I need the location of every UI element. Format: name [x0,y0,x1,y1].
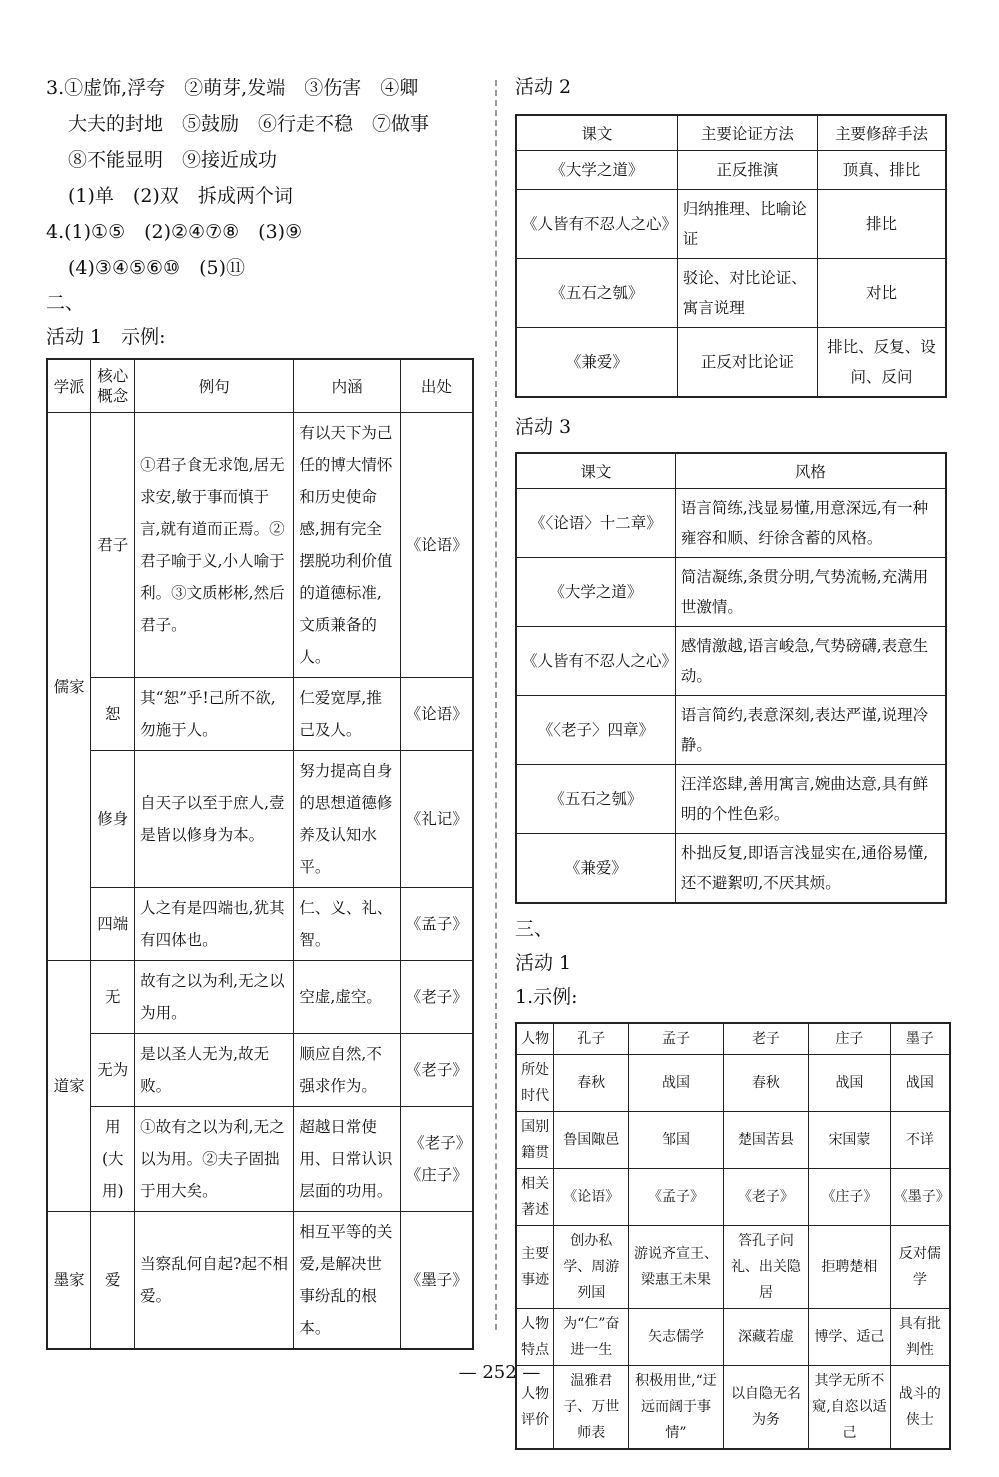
header-meaning: 内涵 [294,359,400,413]
source-cell: 《孟子》 [400,888,473,961]
rhetoric-cell: 对比 [818,259,946,328]
meaning-cell: 顺应自然,不强求作为。 [294,1034,400,1107]
table-row [516,558,946,627]
table-cell: 温雅君子、万世师表 [554,1366,629,1450]
table-cell: 为“仁”奋进一生 [554,1309,629,1366]
right-column [515,70,952,1450]
q3-line-3: ⑧不能显明 ⑨接近成功 [68,149,278,171]
source-cell: 《论语》 [400,413,473,678]
header-concept: 核心概念 [91,359,135,413]
style-cell: 语言简约,表意深刻,表达严谨,说理冷静。 [675,696,946,765]
row-label: 国别籍贯 [516,1112,554,1169]
table-header-row [516,453,946,489]
row-label: 所处时代 [516,1055,554,1112]
header-laozi: 老子 [723,1023,808,1055]
source-cell: 《礼记》 [400,751,473,888]
table-row [47,1212,473,1350]
source-cell: 《老子》 [400,1034,473,1107]
table-cell: 答孔子问礼、出关隐居 [723,1226,808,1309]
text-cell: 《〈老子〉四章》 [516,696,675,765]
style-cell: 感情激越,语言峻急,气势磅礴,表意生动。 [675,627,946,696]
example-cell: ①君子食无求饱,居无求安,敏于事而慎于言,就有道而正焉。②君子喻于义,小人喻于利。③文质彬彬,然后君子。 [135,413,294,678]
column-divider [495,80,497,1330]
style-table [515,452,947,904]
text-cell: 《五石之瓠》 [516,765,675,834]
concept-cell: 修身 [91,751,135,888]
concept-cell: 爱 [91,1212,135,1350]
table-row [516,834,946,904]
table-row [516,1226,950,1309]
source-cell: 《墨子》 [400,1212,473,1350]
style-cell: 语言简练,浅显易懂,用意深远,有一种雍容和顺、纡徐含蓄的风格。 [675,489,946,558]
concept-cell: 恕 [91,678,135,751]
concept-cell: 无 [91,961,135,1034]
table-cell: 不详 [890,1112,950,1169]
table-row [47,1034,473,1107]
style-cell: 朴拙反复,即语言浅显实在,通俗易懂,还不避絮叨,不厌其烦。 [675,834,946,904]
table-cell: 春秋 [723,1055,808,1112]
text-cell: 《大学之道》 [516,558,675,627]
table-cell: 具有批判性 [890,1309,950,1366]
header-text: 课文 [516,453,675,489]
text-cell: 《兼爱》 [516,834,675,904]
style-cell: 简洁凝练,条贯分明,气势流畅,充满用世激情。 [675,558,946,627]
table-row [516,259,946,328]
method-cell: 正反对比论证 [677,328,817,398]
table-cell: 楚国苦县 [723,1112,808,1169]
header-school: 学派 [47,359,91,413]
concept-cell: 君子 [91,413,135,678]
text-cell: 《大学之道》 [516,151,677,190]
table-row [516,328,946,398]
activity-2-heading: 活动 2 [515,76,572,98]
header-method: 主要论证方法 [677,115,817,151]
table-row [516,489,946,558]
row-label: 主要事迹 [516,1226,554,1309]
table-row [516,1055,950,1112]
meaning-cell: 相互平等的关爱,是解决世事纷乱的根本。 [294,1212,400,1350]
table-row [516,1309,950,1366]
table-row [516,190,946,259]
source-cell: 《老子》《庄子》 [400,1107,473,1212]
q3-line-1: 3.①虚饰,浮夸 ②萌芽,发端 ③伤害 ④卿 [46,77,419,99]
concept-cell: 用(大用) [91,1107,135,1212]
table-cell: 《老子》 [723,1169,808,1226]
meaning-cell: 仁爱宽厚,推己及人。 [294,678,400,751]
header-zhuangzi: 庄子 [809,1023,891,1055]
example-cell: 当察乱何自起?起不相爱。 [135,1212,294,1350]
table-row [516,627,946,696]
table-cell: 宋国蒙 [809,1112,891,1169]
table-cell: 深藏若虚 [723,1309,808,1366]
meaning-cell: 仁、义、礼、智。 [294,888,400,961]
table-row [516,696,946,765]
meaning-cell: 超越日常使用、日常认识层面的功用。 [294,1107,400,1212]
school-daoist: 道家 [47,961,91,1212]
table-cell: 鲁国陬邑 [554,1112,629,1169]
method-cell: 归纳推理、比喻论证 [677,190,817,259]
rhetoric-cell: 排比 [818,190,946,259]
text-cell: 《人皆有不忍人之心》 [516,627,675,696]
row-label: 人物评价 [516,1366,554,1450]
method-cell: 驳论、对比论证、寓言说理 [677,259,817,328]
method-cell: 正反推演 [677,151,817,190]
table-cell: 游说齐宣王、梁惠王未果 [629,1226,724,1309]
style-cell: 汪洋恣肆,善用寓言,婉曲达意,具有鲜明的个性色彩。 [675,765,946,834]
table-cell: 春秋 [554,1055,629,1112]
meaning-cell: 空虚,虚空。 [294,961,400,1034]
table-cell: 《孟子》 [629,1169,724,1226]
q4-line-2: (4)③④⑤⑥⑩ (5)⑪ [68,257,245,279]
header-rhetoric: 主要修辞手法 [818,115,946,151]
table-cell: 战国 [629,1055,724,1112]
header-text: 课文 [516,115,677,151]
section-two-heading: 二、 [46,292,85,314]
table-row [47,1107,473,1212]
thinkers-table [515,1022,951,1450]
school-confucian: 儒家 [47,413,91,961]
table-cell: 《论语》 [554,1169,629,1226]
table-header-row [516,1023,950,1055]
concept-cell: 无为 [91,1034,135,1107]
header-mencius: 孟子 [629,1023,724,1055]
activity-3-heading: 活动 3 [515,416,572,438]
text-cell: 《兼爱》 [516,328,677,398]
row-label: 人物特点 [516,1309,554,1366]
rhetoric-cell: 排比、反复、设问、反问 [818,328,946,398]
source-cell: 《论语》 [400,678,473,751]
table-row [47,751,473,888]
table-row [516,1169,950,1226]
table-cell: 战国 [890,1055,950,1112]
table-cell: 战国 [809,1055,891,1112]
table-row [516,1112,950,1169]
example-cell: ①故有之以为利,无之以为用。②夫子固拙于用大矣。 [135,1107,294,1212]
text-cell: 《五石之瓠》 [516,259,677,328]
table-cell: 以自隐无名为务 [723,1366,808,1450]
q3-line-2: 大夫的封地 ⑤鼓励 ⑥行走不稳 ⑦做事 [68,113,430,135]
header-example: 例句 [135,359,294,413]
rhetoric-cell: 顶真、排比 [818,151,946,190]
header-person: 人物 [516,1023,554,1055]
table-cell: 《墨子》 [890,1169,950,1226]
example-cell: 是以圣人无为,故无败。 [135,1034,294,1107]
header-confucius: 孔子 [554,1023,629,1055]
meaning-cell: 有以天下为己任的博大情怀和历史使命感,拥有完全摆脱功利价值的道德标准,文质兼备的人。 [294,413,400,678]
table-cell: 反对儒学 [890,1226,950,1309]
page-number: — 252 — [458,1362,541,1383]
row-label: 相关著述 [516,1169,554,1226]
argument-methods-table [515,114,947,398]
table-cell: 创办私学、周游列国 [554,1226,629,1309]
example-cell: 人之有是四端也,犹其有四体也。 [135,888,294,961]
text-cell: 《〈论语〉十二章》 [516,489,675,558]
table-cell: 博学、适己 [809,1309,891,1366]
q3-line-4: (1)单 (2)双 拆成两个词 [68,185,293,207]
activity-1-heading-right: 活动 1 [515,952,572,974]
source-cell: 《老子》 [400,961,473,1034]
schools-concepts-table [46,358,474,1350]
table-header-row [47,359,473,413]
header-source: 出处 [400,359,473,413]
table-cell: 其学无所不窥,自恣以适己 [809,1366,891,1450]
table-cell: 邹国 [629,1112,724,1169]
table-row [47,413,473,678]
text-cell: 《人皆有不忍人之心》 [516,190,677,259]
header-style: 风格 [675,453,946,489]
table-row [516,151,946,190]
example-label: 1.示例: [515,986,578,1008]
header-mozi: 墨子 [890,1023,950,1055]
table-cell: 积极用世,“迂远而阔于事情” [629,1366,724,1450]
example-cell: 自天子以至于庶人,壹是皆以修身为本。 [135,751,294,888]
meaning-cell: 努力提高自身的思想道德修养及认知水平。 [294,751,400,888]
table-row [47,961,473,1034]
activity-1-heading: 活动 1 示例: [46,326,166,348]
concept-cell: 四端 [91,888,135,961]
table-cell: 矢志儒学 [629,1309,724,1366]
example-cell: 其“恕”乎!己所不欲,勿施于人。 [135,678,294,751]
table-cell: 战斗的侠士 [890,1366,950,1450]
left-column [46,70,476,1350]
table-header-row [516,115,946,151]
table-cell: 《庄子》 [809,1169,891,1226]
table-row [47,678,473,751]
table-row [516,765,946,834]
q4-line-1: 4.(1)①⑤ (2)②④⑦⑧ (3)⑨ [46,221,303,243]
school-mohist: 墨家 [47,1212,91,1350]
table-cell: 拒聘楚相 [809,1226,891,1309]
table-row [47,888,473,961]
example-cell: 故有之以为利,无之以为用。 [135,961,294,1034]
section-three-heading: 三、 [515,918,554,940]
